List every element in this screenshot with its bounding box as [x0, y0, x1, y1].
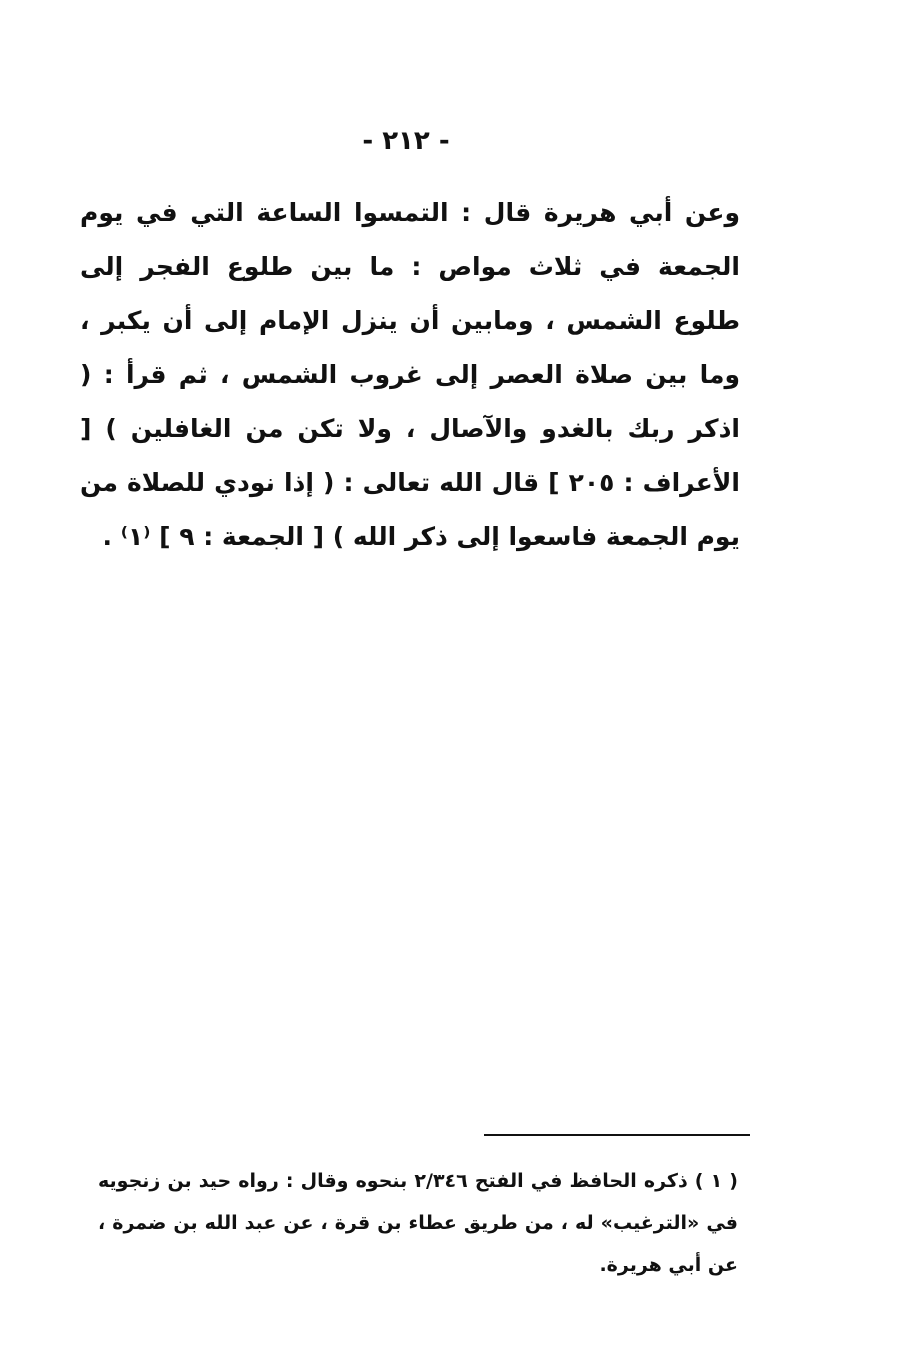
page-number: - ٢١٢ -	[362, 126, 450, 156]
footnotes	[98, 1160, 738, 1286]
body-text	[80, 186, 740, 564]
body-paragraph: وعن أبي هريرة قال : التمسوا الساعة التي في يوم الجمعة في ثلاث مواص : ما بين طلوع الفجر إلى طلوع الشمس ، ومابين أن ينزل الإمام إلى أن يكبر ، وما بين صلاة العصر إلى غروب الشمس ، ثم قرأ : ( اذكر ربك بالغدو والآصال ، ولا تكن من الغافلين ) [ الأعراف : ٢٠٥ ] قال الله تعالى : ( إذا نودي للصلاة من يوم الجمعة فاسعوا إلى ذكر الله ) [ الجمعة : ٩ ] ⁽١⁾ .	[80, 198, 740, 551]
footnote-divider	[484, 1134, 750, 1136]
footnote-1: ( ١ ) ذكره الحافظ في الفتح ٢/٣٤٦ بنحوه وقال : رواه حيد بن زنجويه في «الترغيب» له ، من طريق عطاء بن قرة ، عن عبد الله بن ضمرة ، عن أبي هريرة.	[98, 1170, 738, 1276]
